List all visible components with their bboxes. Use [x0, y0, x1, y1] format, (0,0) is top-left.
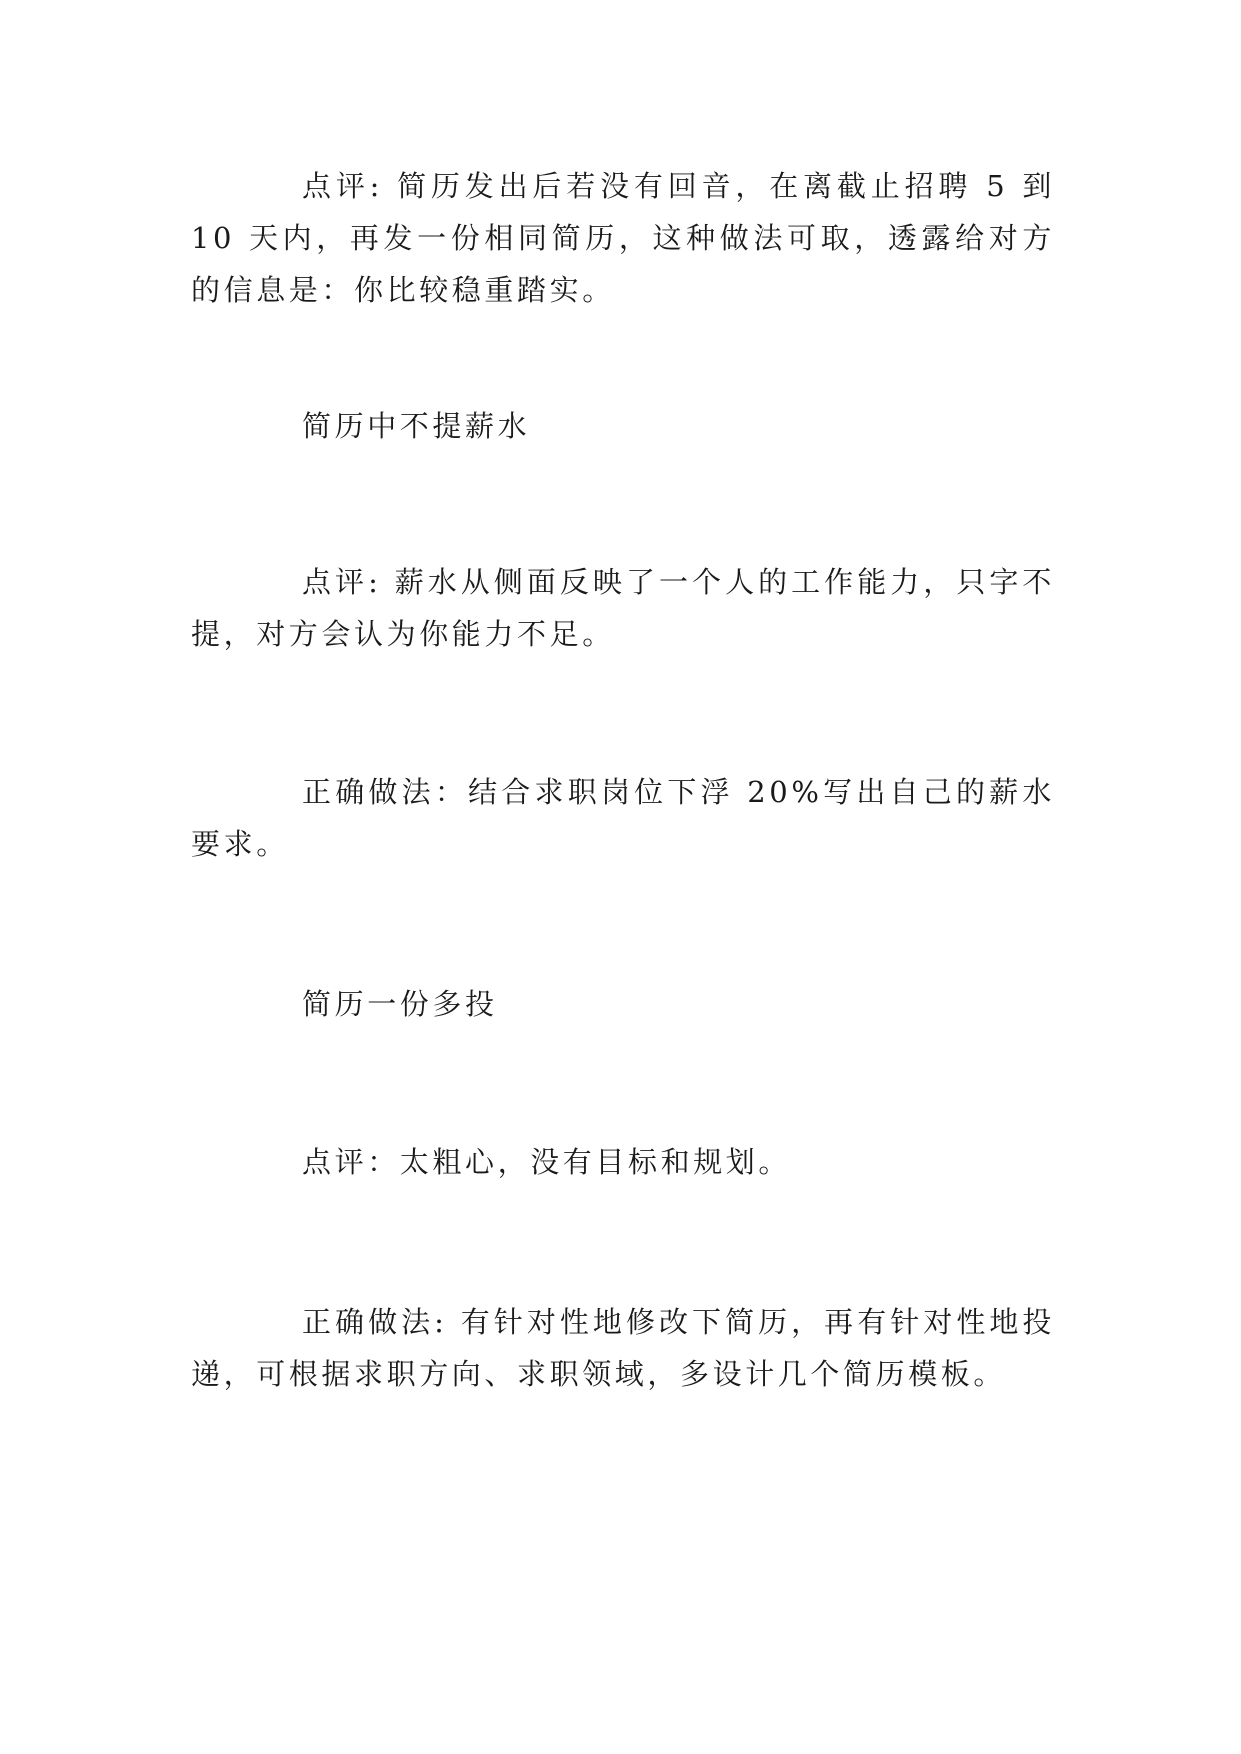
paragraph-resend-comment: 点评: 简历发出后若没有回音，在离截止招聘 5 到 10 天内，再发一份相同简历，这种做法可取，透露给对方的信息是：你比较稳重踏实。 [191, 169, 1055, 307]
paragraph-careless-comment: 点评：太粗心，没有目标和规划。 [302, 1145, 792, 1179]
heading-one-resume-many-applications: 简历一份多投 [302, 987, 498, 1021]
paragraph-targeted-correct-approach: 正确做法: 有针对性地修改下简历，再有针对性地投递，可根据求职方向、求职领域，多设计几个简历模板。 [191, 1305, 1055, 1391]
heading-no-salary: 简历中不提薪水 [302, 409, 531, 443]
paragraph-salary-correct-approach: 正确做法：结合求职岗位下浮 20%写出自己的薪水要求。 [191, 775, 1055, 861]
paragraph-salary-comment: 点评: 薪水从侧面反映了一个人的工作能力，只字不提，对方会认为你能力不足。 [191, 565, 1055, 651]
